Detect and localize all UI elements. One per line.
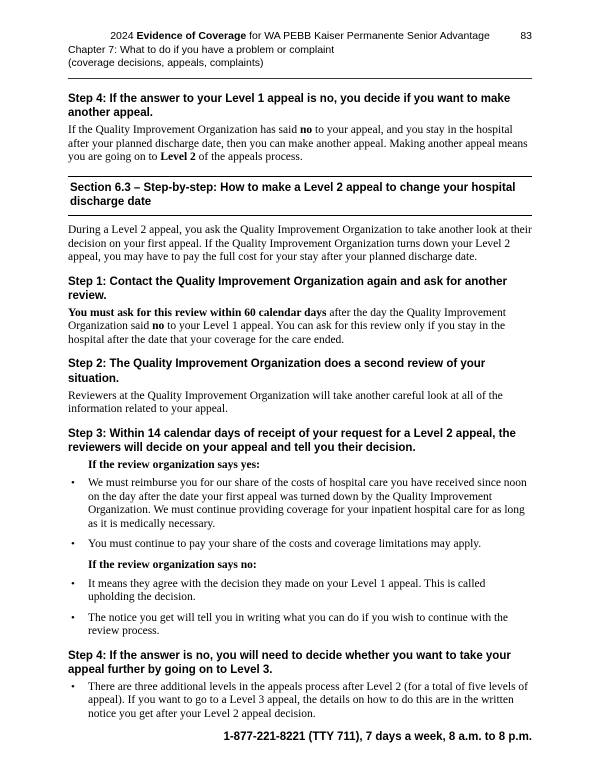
footer-phone: 1-877-221-8221 (TTY 711), 7 days a week, 8 a.m. to 8 p.m. — [223, 731, 532, 743]
text-run: You must continue to pay your share of the costs and coverage limitations may apply. — [88, 538, 482, 551]
bullet-text — [88, 612, 532, 639]
page-number: 83 — [520, 30, 532, 42]
text-run: to your appeal, and you stay in the hospital after your planned discharge date, then you can make another appeal. Making another appeal means you are going on to — [68, 123, 528, 164]
bullet-upholding — [68, 578, 532, 605]
bullet-text — [88, 538, 532, 552]
step-1-heading — [68, 275, 532, 303]
paragraph-level1-no — [68, 124, 532, 165]
text-run: It means they agree with the decision they made on your Level 1 appeal. This is called upholding the decision. — [88, 577, 486, 604]
bullet-marker: • — [71, 680, 75, 693]
header-rule — [68, 78, 532, 79]
review-says-no-heading — [88, 559, 532, 573]
text-run: If the review organization says no: — [88, 559, 257, 572]
bullet-text — [88, 477, 532, 531]
paragraph-level2-intro — [68, 224, 532, 265]
step-2-heading — [68, 357, 532, 385]
text-run: Step 1: Contact the Quality Improvement Organization again and ask for another review. — [68, 275, 507, 302]
review-says-yes-heading — [88, 459, 532, 473]
text-run: Step 2: The Quality Improvement Organization does a second review of your situation. — [68, 358, 486, 385]
text-run: 2024 — [110, 30, 137, 42]
text-run: Step 4: If the answer is no, you will need to decide whether you want to take your appeal further by going on to Level 3. — [68, 649, 511, 676]
step-4-level1-heading — [68, 92, 532, 120]
text-run: Section 6.3 – Step-by-step: How to make a Level 2 appeal to change your hospital discharge date — [70, 181, 516, 209]
bullet-text — [88, 578, 532, 605]
paragraph-step1 — [68, 307, 532, 348]
text-run: The notice you get will tell you in writing what you can do if you wish to continue with the review process. — [88, 611, 508, 638]
header-chapter-line: Chapter 7: What to do if you have a problem or complaint — [68, 43, 335, 56]
bullet-marker: • — [71, 538, 75, 551]
step-3-heading — [68, 427, 532, 455]
paragraph-step2 — [68, 390, 532, 417]
text-run: after the day the Quality Improvement Organization said — [68, 306, 506, 333]
bullet-marker: • — [71, 577, 75, 590]
section-6-3-heading — [68, 176, 532, 216]
text-run: We must reimburse you for our share of the costs of hospital care you have received since noon on the day after the date your first appeal was turned down by the Quality Improvement Organization. We must continue providing coverage for your inpatient hospital care for as long as it is medically necessary. — [88, 477, 527, 530]
text-run: During a Level 2 appeal, you ask the Quality Improvement Organization to take another look at their decision on your first appeal. If the Quality Improvement Organization turns down your Level 2 appeal, you may have to pay the full cost for your stay after your planned discharge date. — [68, 224, 532, 264]
bullet-marker: • — [71, 477, 75, 490]
text-run: for WA PEBB Kaiser Permanente Senior Advantage — [246, 30, 490, 42]
text-run: Level 2 — [160, 151, 196, 164]
bullet-reimburse — [68, 477, 532, 531]
document-body — [68, 92, 532, 722]
text-run: no — [299, 123, 313, 136]
bullet-marker: • — [71, 611, 75, 624]
header-subtitle-line: (coverage decisions, appeals, complaints) — [68, 57, 264, 70]
text-run: You must ask for this review within 60 calendar days — [68, 306, 327, 319]
text-run: If the Quality Improvement Organization has said — [68, 123, 300, 136]
header-title-line — [68, 30, 532, 44]
text-run: no — [152, 320, 165, 333]
bullet-pay-share — [68, 538, 532, 552]
header-title-runs — [110, 30, 490, 42]
bullet-notice — [68, 612, 532, 639]
text-run: of the appeals process. — [195, 151, 303, 164]
bullet-additional-levels — [68, 681, 532, 722]
text-run: Reviewers at the Quality Improvement Organization will take another careful look at all of the information related to your appeal. — [68, 389, 503, 416]
text-run: to your Level 1 appeal. You can ask for this review only if you stay in the hospital after the date that your coverage for the care ended. — [68, 320, 506, 346]
text-run: Step 4: If the answer to your Level 1 appeal is no, you decide if you want to make another appeal. — [68, 92, 511, 119]
page-header — [68, 30, 532, 79]
text-run: Step 3: Within 14 calendar days of receipt of your request for a Level 2 appeal, the reviewers will decide on your appeal and tell you their decision. — [68, 427, 516, 454]
text-run: There are three additional levels in the appeals process after Level 2 (for a total of five levels of appeal). If you want to go to a Level 3 appeal, the details on how to do this are in the written notice you get after your Level 2 appeal decision. — [88, 680, 528, 721]
bullet-text — [88, 681, 532, 722]
text-run: If the review organization says yes: — [88, 458, 260, 471]
text-run: Evidence of Coverage — [136, 30, 247, 42]
step-4-level3-heading — [68, 649, 532, 677]
